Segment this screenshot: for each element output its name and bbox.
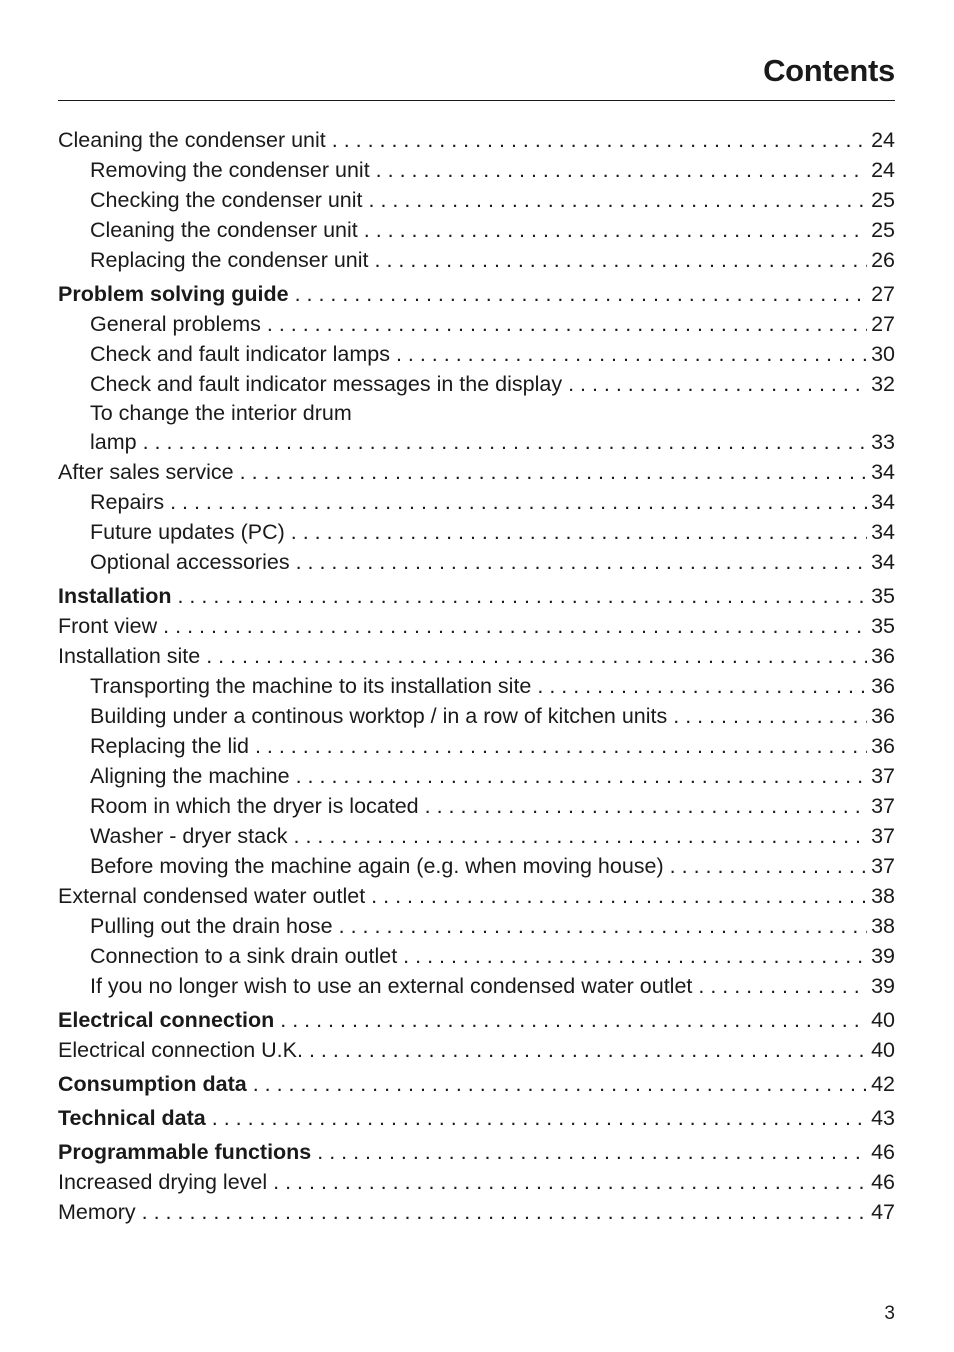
dot-leader — [369, 185, 868, 215]
toc-entry-title: Washer - dryer stack — [90, 824, 288, 848]
toc-entry-page: 25 — [871, 218, 895, 242]
toc-entry[interactable] — [58, 279, 895, 309]
dot-leader — [291, 517, 867, 547]
toc-entry-page: 27 — [871, 312, 895, 336]
dot-leader — [142, 1197, 867, 1227]
toc-entry[interactable] — [58, 339, 895, 369]
toc-entry-title-line1: To change the interior drum — [90, 401, 352, 425]
toc-entry-page: 24 — [871, 158, 895, 182]
toc-entry[interactable] — [58, 761, 895, 791]
dot-leader — [375, 245, 868, 275]
dot-leader — [253, 1069, 867, 1099]
toc-entry[interactable] — [58, 125, 895, 155]
dot-leader — [163, 611, 867, 641]
toc-entry-page: 37 — [871, 794, 895, 818]
toc-entry-title: Memory — [58, 1200, 136, 1224]
toc-entry[interactable] — [58, 611, 895, 641]
toc-entry-title: Increased drying level — [58, 1170, 268, 1194]
toc-entry-page: 38 — [871, 884, 895, 908]
toc-entry-title: Check and fault indicator messages in the display — [90, 372, 563, 396]
dot-leader — [396, 339, 867, 369]
toc-entry-page: 37 — [871, 824, 895, 848]
toc-entry-page: 42 — [871, 1072, 895, 1096]
toc-entry-page: 34 — [871, 460, 895, 484]
dot-leader — [376, 155, 867, 185]
toc-entry-title: lamp — [90, 430, 137, 454]
toc-entry-page: 36 — [871, 734, 895, 758]
dot-leader — [309, 1035, 867, 1065]
toc-entry[interactable] — [58, 641, 895, 671]
toc-entry-title: After sales service — [58, 460, 234, 484]
toc-entry-page: 24 — [871, 128, 895, 152]
toc-entry[interactable] — [58, 1167, 895, 1197]
toc-entry[interactable] — [58, 1069, 895, 1099]
toc-entry[interactable] — [58, 309, 895, 339]
toc-entry-title: Optional accessories — [90, 550, 290, 574]
toc-entry-page: 43 — [871, 1106, 895, 1130]
toc-entry-page: 36 — [871, 674, 895, 698]
toc-entry-page: 47 — [871, 1200, 895, 1224]
toc-entry-page: 37 — [871, 764, 895, 788]
toc-entry[interactable] — [58, 671, 895, 701]
toc-entry-title: Check and fault indicator lamps — [90, 342, 390, 366]
page-number: 3 — [884, 1303, 895, 1324]
toc-entry[interactable] — [58, 1005, 895, 1035]
toc-entry-title: Technical data — [58, 1106, 206, 1130]
toc-entry-title: If you no longer wish to use an external condensed water outlet — [90, 974, 693, 998]
dot-leader — [280, 1005, 867, 1035]
dot-leader — [255, 731, 867, 761]
dot-leader — [294, 821, 868, 851]
toc-entry[interactable] — [58, 851, 895, 881]
toc-entry-title: Connection to a sink drain outlet — [90, 944, 398, 968]
toc-entry-title: Problem solving guide — [58, 282, 289, 306]
title-divider — [58, 100, 895, 101]
toc-entry[interactable] — [58, 487, 895, 517]
toc-entry-page: 46 — [871, 1140, 895, 1164]
toc-entry[interactable] — [58, 517, 895, 547]
dot-leader — [240, 457, 867, 487]
toc-entry[interactable] — [58, 215, 895, 245]
dot-leader — [364, 215, 867, 245]
toc-entry-title: Room in which the dryer is located — [90, 794, 419, 818]
dot-leader — [296, 547, 868, 577]
toc-entry-page: 39 — [871, 944, 895, 968]
toc-entry[interactable] — [58, 245, 895, 275]
toc-entry-page: 25 — [871, 188, 895, 212]
toc-entry-page: 35 — [871, 584, 895, 608]
toc-entry-page: 34 — [871, 520, 895, 544]
dot-leader — [206, 641, 867, 671]
toc-entry[interactable] — [58, 185, 895, 215]
toc-entry-title: Replacing the lid — [90, 734, 249, 758]
toc-entry[interactable] — [58, 369, 895, 399]
toc-entry-page: 39 — [871, 974, 895, 998]
dot-leader — [296, 761, 867, 791]
toc-entry-title: Consumption data — [58, 1072, 247, 1096]
toc-entry-title: External condensed water outlet — [58, 884, 366, 908]
toc-entry-title: Before moving the machine again (e.g. when moving house) — [90, 854, 664, 878]
toc-entry[interactable] — [58, 1137, 895, 1167]
toc-entry[interactable] — [58, 971, 895, 1001]
toc-entry[interactable] — [58, 881, 895, 911]
toc-entry[interactable] — [58, 581, 895, 611]
page-title: Contents — [763, 53, 895, 88]
dot-leader — [267, 309, 867, 339]
toc-entry-page: 27 — [871, 282, 895, 306]
dot-leader — [177, 581, 867, 611]
toc-entry-page: 38 — [871, 914, 895, 938]
toc-entry[interactable] — [58, 941, 895, 971]
dot-leader — [143, 427, 867, 457]
toc-entry-title: Electrical connection — [58, 1008, 275, 1032]
toc-entry-title: Transporting the machine to its installation site — [90, 674, 532, 698]
toc-entry[interactable] — [58, 821, 895, 851]
toc-entry[interactable] — [58, 1103, 895, 1133]
toc-entry-page: 33 — [871, 430, 895, 454]
toc-entry-page: 36 — [871, 704, 895, 728]
toc-entry[interactable] — [58, 791, 895, 821]
toc-entry-title: Programmable functions — [58, 1140, 312, 1164]
toc-entry-page: 36 — [871, 644, 895, 668]
toc-entry-title: Building under a continous worktop / in a row of kitchen units — [90, 704, 668, 728]
dot-leader — [403, 941, 867, 971]
toc-entry-page: 37 — [871, 854, 895, 878]
toc-entry-title: Removing the condenser unit — [90, 158, 370, 182]
toc-entry-title: Aligning the machine — [90, 764, 290, 788]
toc-entry-page: 30 — [871, 342, 895, 366]
dot-leader — [537, 671, 867, 701]
toc-entry[interactable] — [58, 731, 895, 761]
toc-entry[interactable] — [58, 911, 895, 941]
toc-entry-page: 34 — [871, 550, 895, 574]
toc-entry[interactable] — [58, 457, 895, 487]
dot-leader — [170, 487, 867, 517]
toc-entry-title: Electrical connection U.K. — [58, 1038, 303, 1062]
toc-entry-title: Cleaning the condenser unit — [90, 218, 358, 242]
toc-entry-page: 46 — [871, 1170, 895, 1194]
toc-entry-title: Cleaning the condenser unit — [58, 128, 326, 152]
toc-entry-page: 32 — [871, 372, 895, 396]
dot-leader — [332, 125, 867, 155]
toc-entry-page: 40 — [871, 1008, 895, 1032]
dot-leader — [673, 701, 867, 731]
toc-entry[interactable] — [58, 399, 895, 457]
toc-entry-title: Installation — [58, 584, 172, 608]
toc-entry-title: Front view — [58, 614, 158, 638]
dot-leader — [273, 1167, 867, 1197]
dot-leader — [698, 971, 867, 1001]
toc-entry[interactable] — [58, 547, 895, 577]
dot-leader — [371, 881, 867, 911]
toc-entry-page: 26 — [871, 248, 895, 272]
toc-entry[interactable] — [58, 1035, 895, 1065]
toc-entry-page: 35 — [871, 614, 895, 638]
toc-entry-title: Pulling out the drain hose — [90, 914, 333, 938]
dot-leader — [295, 279, 868, 309]
toc-entry[interactable] — [58, 155, 895, 185]
toc-entry-title: Replacing the condenser unit — [90, 248, 369, 272]
table-of-contents — [58, 125, 895, 1227]
dot-leader — [212, 1103, 867, 1133]
dot-leader — [670, 851, 867, 881]
toc-entry-title: Installation site — [58, 644, 201, 668]
dot-leader — [339, 911, 867, 941]
toc-entry-page: 34 — [871, 490, 895, 514]
toc-entry[interactable] — [58, 1197, 895, 1227]
dot-leader — [568, 369, 867, 399]
toc-entry-title: Repairs — [90, 490, 165, 514]
toc-entry-title: General problems — [90, 312, 261, 336]
toc-entry-page: 40 — [871, 1038, 895, 1062]
toc-entry-title: Checking the condenser unit — [90, 188, 363, 212]
dot-leader — [425, 791, 867, 821]
toc-entry[interactable] — [58, 701, 895, 731]
dot-leader — [317, 1137, 867, 1167]
toc-entry-title: Future updates (PC) — [90, 520, 285, 544]
